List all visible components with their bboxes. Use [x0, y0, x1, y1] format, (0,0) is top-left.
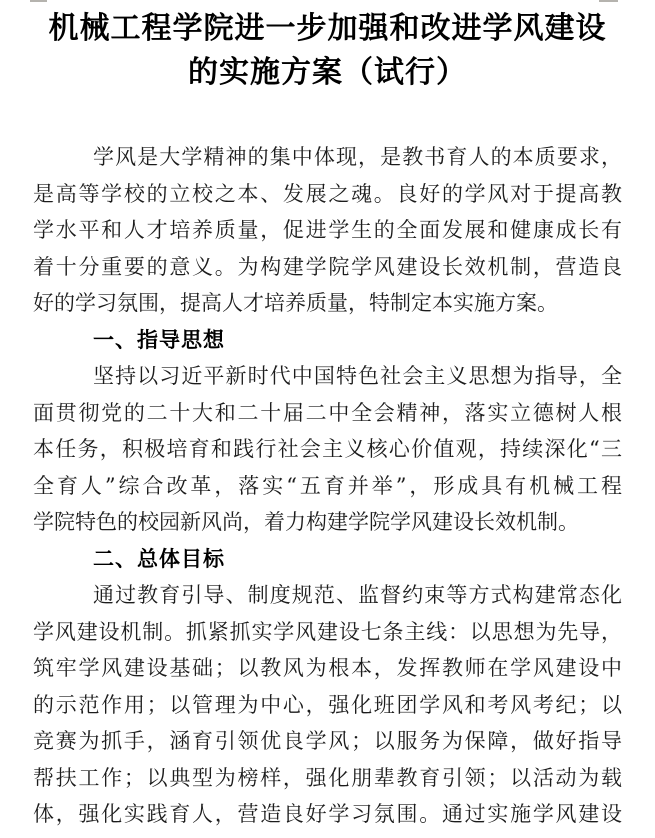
text-line: 学风建设机制。抓紧抓实学风建设七条主线：以思想为先导，	[33, 619, 622, 644]
text-line: 筑牢学风建设基础；以教风为根本，发挥教师在学风建设中	[33, 656, 622, 680]
text-line: 学院特色的校园新风尚，着力构建学院学风建设长效机制。	[33, 510, 579, 534]
text-line: 是高等学校的立校之本、发展之魂。良好的学风对于提高教	[33, 181, 622, 206]
text-line: 的示范作用；以管理为中心，强化班团学风和考风考纪；以	[33, 692, 622, 717]
text-line: 竞赛为抓手，涵育引领优良学风；以服务为保障，做好指导	[33, 729, 622, 753]
text-line: 好的学习氛围，提高人才培养质量，特制定本实施方案。	[33, 291, 558, 315]
text-line: 帮扶工作；以典型为榜样，强化朋辈教育引领；以活动为载	[33, 765, 622, 790]
section-heading: 二、总体目标	[93, 546, 225, 571]
document-title-line2: 的实施方案（试行）	[188, 55, 467, 90]
document-title-line1: 机械工程学院进一步加强和改进学风建设	[48, 11, 607, 46]
text-line: 学水平和人才培养质量，促进学生的全面发展和健康成长有	[33, 218, 622, 242]
text-line: 着十分重要的意义。为构建学院学风建设长效机制，营造良	[33, 254, 622, 279]
document-body	[0, 139, 644, 833]
text-line: 全育人”综合改革，落实“五育并举”，形成具有机械工程	[33, 473, 622, 498]
margin-crop-mark-left	[30, 0, 47, 2]
text-line: 面贯彻党的二十大和二十届二中全会精神，落实立德树人根	[33, 400, 622, 425]
paragraph	[33, 139, 622, 322]
text-line: 通过教育引导、制度规范、监督约束等方式构建常态化	[93, 583, 622, 607]
text-line: 本任务，积极培育和践行社会主义核心价值观，持续深化“三	[33, 437, 622, 461]
document-title	[0, 0, 655, 95]
section-heading: 一、指导思想	[93, 327, 225, 352]
text-line: 坚持以习近平新时代中国特色社会主义思想为指导，全	[93, 364, 622, 388]
text-line: 学风是大学精神的集中体现，是教书育人的本质要求，	[93, 145, 622, 169]
paragraph	[33, 358, 622, 541]
paragraph	[33, 577, 622, 833]
margin-crop-mark-right	[599, 0, 618, 2]
text-line: 体，强化实践育人，营造良好学习氛围。通过实施学风建设	[33, 802, 622, 826]
